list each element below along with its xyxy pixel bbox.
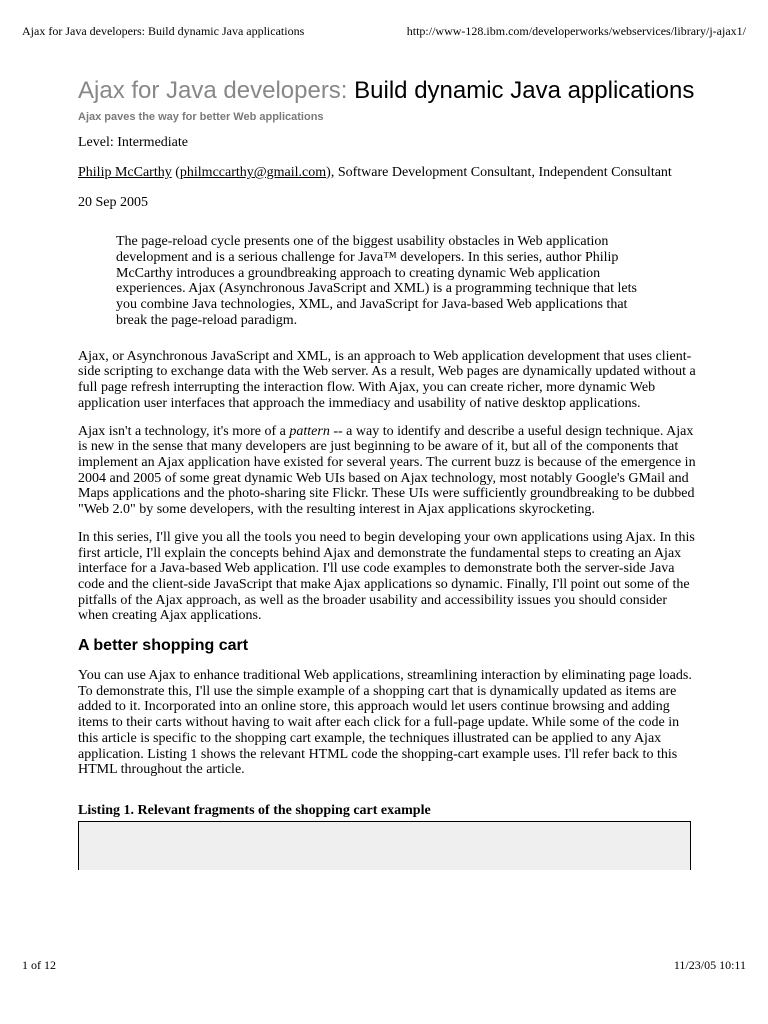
author-line: [78, 164, 698, 182]
author-name-link[interactable]: Philip McCarthy: [78, 165, 172, 180]
listing-caption: Listing 1. Relevant fragments of the shopping cart example: [78, 802, 431, 818]
p2-emphasis: pattern: [289, 423, 330, 439]
publish-date: 20 Sep 2005: [78, 195, 148, 210]
title-series: Ajax for Java developers:: [78, 77, 348, 104]
paragraph-3: In this series, I'll give you all the tools you need to begin developing your own applications using Ajax. In this first article, I'll explain the concepts behind Ajax and demonstrate the fundamental steps to creating an Ajax interface for a Java-based Web application. I'll use code examples to demonstrate both the server-side Java code and the client-side JavaScript that make Ajax applications so dynamic. Finally, I'll point out some of the pitfalls of the Ajax approach, as well as the broader usability and accessibility issues you should consider when creating Ajax applications.: [78, 529, 695, 624]
author-title: ), Software Development Consultant, Independent Consultant: [326, 165, 672, 180]
paragraph-2: [78, 424, 698, 518]
paragraph-4: You can use Ajax to enhance traditional Web applications, streamlining interaction by eliminating page loads. To demonstrate this, I'll use the simple example of a shopping cart that is dynamically updated as items are added to it. Incorporated into an online store, this approach would let users continue browsing and adding items to their carts without having to wait after each click for a full-page update. While some of the code in this article is specific to the shopping cart example, the techniques illustrated can be applied to any Ajax application. Listing 1 shows the relevant HTML code the shopping-cart example uses. I'll refer back to this HTML throughout the article.: [78, 668, 692, 778]
author-open-paren: (: [171, 165, 180, 180]
print-footer-page-count: 1 of 12: [22, 958, 56, 972]
p2-text-after: -- a way to identify and describe a useful design technique. Ajax is new in the sense that many developers are just beginning to be aware of it, but all of the components that implement an Ajax application have existed for several years. The current buzz is because of the emergence in 2004 and 2005 of some great dynamic Web UIs based on Ajax technology, most notably Google's GMail and Maps applications and the photo-sharing site Flickr. These UIs were sufficiently groundbreaking to be dubbed "Web 2.0" by some developers, with the resulting interest in Ajax applications skyrocketing.: [78, 423, 696, 518]
level: Level: Intermediate: [78, 135, 188, 150]
article: [78, 78, 698, 870]
section-heading: A better shopping cart: [78, 637, 249, 655]
article-abstract: The page-reload cycle presents one of the biggest usability obstacles in Web application development and is a serious challenge for Java™ developers. In this series, author Philip McCarthy introduces a groundbreaking approach to creating dynamic Web application experiences. Ajax (Asynchronous JavaScript and XML) is a programming technique that lets you combine Java technologies, XML, and JavaScript for Java-based Web applications that break the page-reload paradigm.: [116, 234, 637, 328]
print-footer-timestamp: 11/23/05 10:11: [673, 958, 746, 972]
p2-text-before: Ajax isn't a technology, it's more of a: [78, 423, 290, 439]
paragraph-1: Ajax, or Asynchronous JavaScript and XML, is an approach to Web application development that uses client-side scripting to exchange data with the Web server. As a result, Web pages are dynamically updated without a full page refresh interrupting the interaction flow. With Ajax, you can create richer, more dynamic Web application user interfaces that approach the immediacy and usability of native desktop applications.: [78, 348, 696, 411]
article-title: [78, 78, 698, 104]
article-subtitle: Ajax paves the way for better Web applications: [78, 111, 324, 123]
print-header-title: Ajax for Java developers: Build dynamic Java applications: [22, 24, 305, 38]
print-header-url: http://www-128.ibm.com/developerworks/webservices/library/j-ajax1/: [406, 24, 746, 38]
code-listing-box: [78, 821, 691, 870]
title-main: Build dynamic Java applications: [347, 77, 695, 104]
author-email-link[interactable]: philmccarthy@gmail.com: [179, 165, 327, 180]
